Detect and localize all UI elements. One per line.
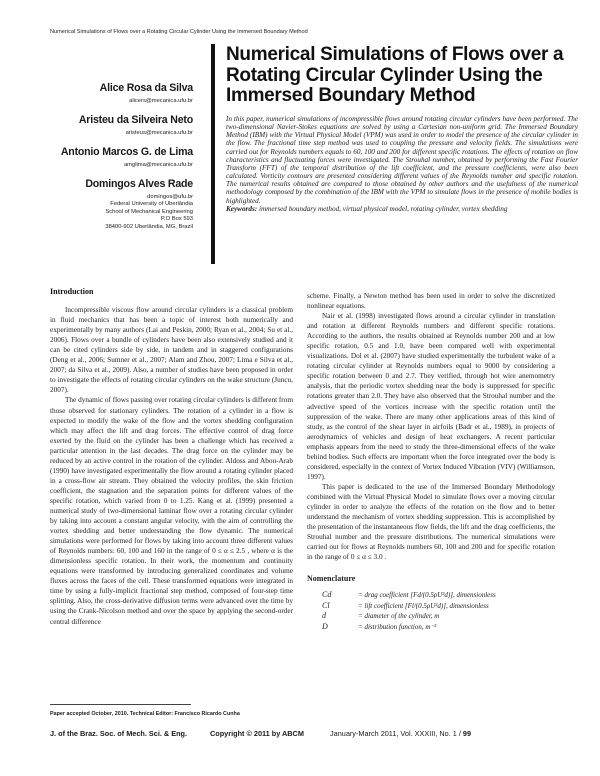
nomenclature-symbol: Cd <box>322 590 332 600</box>
nomenclature-row <box>322 590 555 601</box>
introduction-heading: Introduction <box>50 287 94 296</box>
footnote-divider <box>50 704 191 705</box>
author-email: amglima@mecanica.ufu.br <box>123 162 193 168</box>
author-name: Alice Rosa da Silva <box>99 82 193 94</box>
footer-issue-text: January-March 2011, Vol. XXXIII, No. 1 / <box>330 729 463 738</box>
footer-journal: J. of the Braz. Soc. of Mech. Sci. & Eng. <box>50 729 188 738</box>
running-head: Numerical Simulations of Flows over a Rotating Circular Cylinder Using the Immersed Boundary Method <box>50 29 308 35</box>
nomenclature-symbol: Cl <box>322 600 330 610</box>
title-accent-bar <box>211 44 215 264</box>
nomenclature-table <box>322 590 555 632</box>
nomenclature-definition: = distribution function, m⁻² <box>358 622 437 631</box>
nomenclature-symbol: D <box>322 621 328 631</box>
nomenclature-definition: = drag coefficient [Fd/(0.5ρU²d)], dimensionless <box>358 591 496 600</box>
nomenclature-definition: = diameter of the cylinder, m <box>358 612 440 621</box>
paragraph: Incompressible viscous flow around circular cylinders is a classical problem in fluid mechanics that has been a topic of interest both numerically and experimentally by many authors (Lai and Peskin, 2000; Ryan et al., 2004; Su et al., 2006). Flows over a bundle of cylinders have been also extensively studied and it can be cited cylinders side by side, in tandem and in staggered configurations (Deng et al., 2006; Sumner et al., 2007; Alam and Zhou, 2007; Lima e Silva et al., 2007; da Silva et al., 2009). Also, a number of studies have been proposed in order to investigate the effects of rotating circular cylinders on the wake structure (Juncu, 2007). <box>50 306 293 395</box>
nomenclature-row <box>322 622 555 633</box>
affiliation-university: Federal University of Uberlândia <box>110 201 193 207</box>
paper-title: Numerical Simulations of Flows over a Rotating Circular Cylinder Using the Immersed Boundary Method <box>226 44 564 106</box>
author-name: Domingos Alves Rade <box>85 178 193 190</box>
author-name: Aristeu da Silveira Neto <box>78 114 193 126</box>
left-column <box>50 287 293 627</box>
nomenclature-definition: = lift coefficient [Fl/(0.5ρU²d)], dimensionless <box>358 601 489 610</box>
footnote: Paper accepted October, 2010. Technical Editor: Francisco Ricardo Cunha <box>50 711 240 717</box>
keywords: immersed boundary method, virtual physical model, rotating cylinder, vortex shedding <box>258 204 508 213</box>
page-number: 99 <box>462 729 472 738</box>
right-column <box>307 291 555 632</box>
author-email: aristeus@mecanica.ufu.br <box>125 130 193 136</box>
paragraph: scheme. Finally, a Newton method has been used in order to solve the discretized nonlinear equations. <box>307 292 555 311</box>
nomenclature-row <box>322 611 555 622</box>
affiliation-school: School of Mechanical Engineering <box>105 208 193 215</box>
abstract-text: In this paper, numerical simulations of incompressible flows around rotating circular cylinders have been performed. The two-dimensional Navier-Stokes equations are solved by using a Cartesian non-uniform grid. The Immersed Boundary Method (IBM) with the Virtual Physical Model (VPM) was used in order to model the presence of the circular cylinder in the flow. The fractional time step method was used to coupling the pressure and velocity fields. The simulations were carried out for Reynolds numbers equals to 60, 100 and 200 for different specific rotations. The effects of rotation on flow characteristics and fluctuating forces were investigated. The Strouhal number, obtained by performing the Fast Fourier Transform (FFT) of the temporal distribution of the lift coefficient, and the pressure coefficients, were also been calculated. Vorticity contours are presented considering different values of the Reynolds number and specific rotation. The numerical results obtained are compared to those obtained by other authors and the usefulness of the numerical methodology composed by the combination of the IBM with the VPM to simulate flows in the presence of mobile bodies is highlighted. <box>226 115 578 205</box>
keywords-label: Keywords: <box>226 204 258 213</box>
footer-copyright: Copyright © 2011 by ABCM <box>210 729 304 738</box>
paragraph: This paper is dedicated to the use of the Immersed Boundary Methodology combined with the Virtual Physical Model to simulate flows over a moving circular cylinder in order to analyze the effects of the rotation on the flow and to better understand the mechanism of vortex shedding suppression. This is accomplished by the presentation of the instantaneous flow fields, the lift and the drag coefficients, the Strouhal number and the pressure distributions. The numerical simulations were carried out for flows at Reynolds numbers 60, 100 and 200 and for specific rotation in the range of 0 ≤ α ≤ 3.0 . <box>307 482 555 562</box>
author-name: Antonio Marcos G. de Lima <box>60 146 193 158</box>
nomenclature-symbol: d <box>322 611 326 621</box>
author-email: alicers@mecanica.ufu.br <box>129 98 193 104</box>
footer-issue <box>330 729 471 738</box>
affiliation-address: 38400-902 Uberlândia, MG, Brazil <box>105 223 193 230</box>
nomenclature-row <box>322 601 555 612</box>
affiliation-po-box: P.O Box 593 <box>160 216 193 223</box>
abstract <box>226 115 578 213</box>
paragraph: The dynamic of flows passing over rotating circular cylinders is different from those observed for stationary cylinders. The rotation of a cylinder in a flow is expected to modify the wake of the flow and the vortex shedding configuration which may affect the lift and drag forces. The effective control of drag force exerted by the fluid on the cylinder has been a challenge which has received a particular attention in the last decades. The drag force on the cylinder may be reduced by an active control in the rotation of the cylinder. Aldoss and Abou-Arab (1990) have investigated experimentally the flow around a rotating cylinder placed in a cross-flow air stream. They obtained the velocity profiles, the skin friction coefficient, the stagnation and the separation points for different values of the specific rotation, which varied from 0 to 1.25. Kang et al. (1999) presented a numerical study of two-dimensional laminar flow over a rotating circular cylinder by taking into account a constant angular velocity, with the aim of controlling the vortex shedding and better understanding the flow dynamic. The numerical simulations were performed for flows by taking into account three different values of Reynolds numbers: 60, 100 and 160 in the range of 0 ≤ α ≤ 2.5 , where α is the dimensionless specific rotation. In their work, the momentum and continuity equations were transformed by introducing generalized coordinates and volume fluxes across the faces of the cell. These transformed equations were integrated in time by using a fully-implicit fractional step method, composed of four-step time splitting. Also, the cross-derivative diffusion terms were advanced over the time by using the Crank-Nicolson method and over the space by applying the second-order central difference <box>50 396 293 626</box>
author-block <box>40 82 193 231</box>
author-email: domingos@ufu.br <box>147 194 193 200</box>
nomenclature-heading: Nomenclature <box>307 574 356 584</box>
paragraph: Nair et al. (1998) investigated flows around a circular cylinder in translation and rotation at different Reynolds numbers and different specific rotations. According to the authors, the results obtained at Reynolds number 200 and at low specific rotation, 0.5 and 1.0, have been compared well with experimental visualizations. Dol et al. (2007) have studied experimentally the turbulent wake of a rotating circular cylinder at Reynolds numbers equal to 9000 by considering a specific rotation between 0 and 2.7. They verified, through hot wire anemometry analysis, that the periodic vortex shedding near the body is suppressed for specific rotations greater than 2.0. They have also observed that the Strouhal number and the advective speed of the vortices increase with the specific rotation until the suppression of the wake. There are many other applications areas of this kind of study, as the control of the shear layer in airfoils (Badr et al., 1989), in projects of aerodynamics of vehicles and design of heat exchangers. A recent particular emphasis appears from the need to study the three-dimensional effects of the wake behind bodies. Such effects are important when the force integrated over the body is considered, especially in the context of Vortex Induced Vibration (VIV) (Williamson, 1997). <box>307 312 555 481</box>
